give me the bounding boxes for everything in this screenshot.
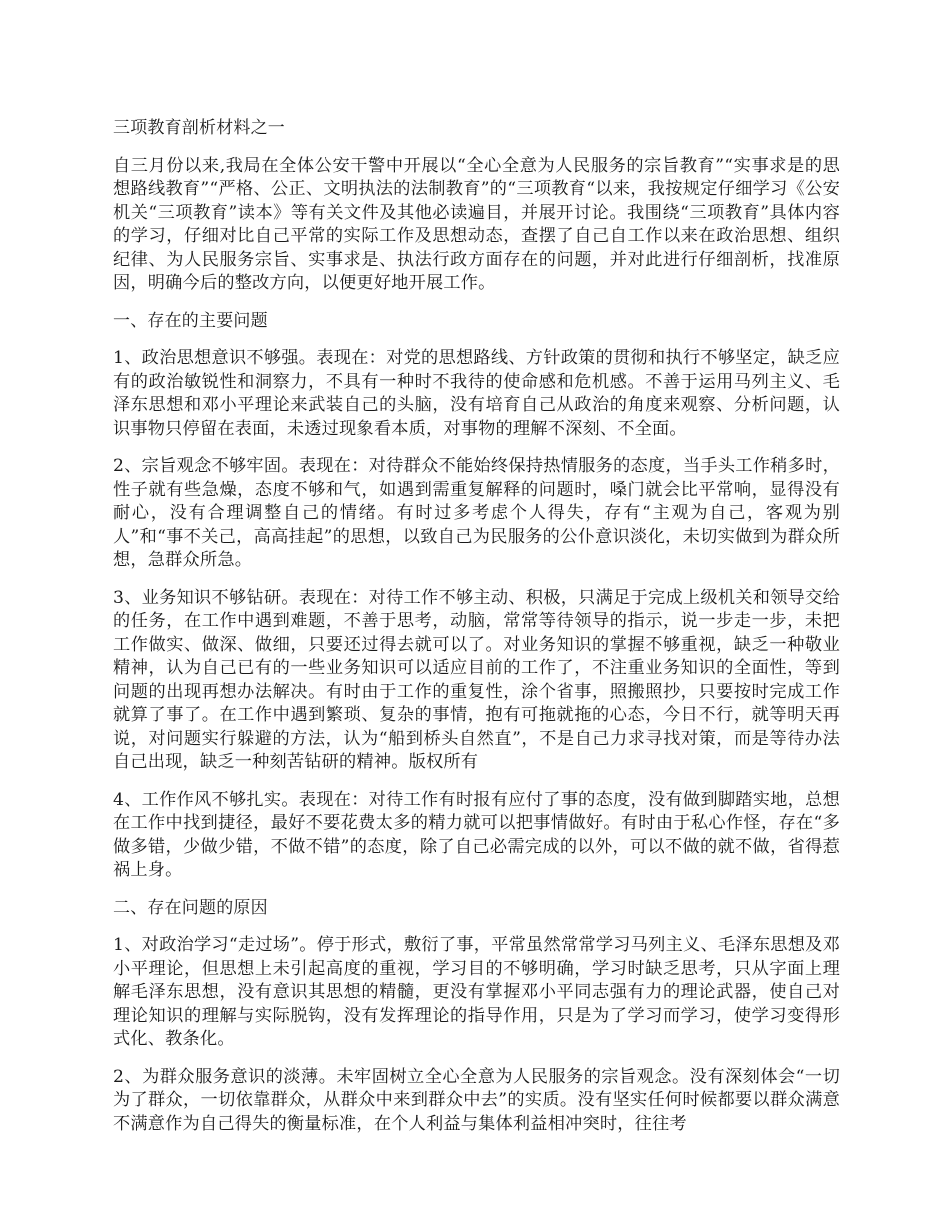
document-page — [113, 117, 840, 1150]
section-1-item-1: 1、政治思想意识不够强。表现在：对党的思想路线、方针政策的贯彻和执行不够坚定，缺乏应有的政治敏锐性和洞察力，不具有一种时不我待的使命感和危机感。不善于运用马列主义、毛泽东思想和邓小平理论来武装自己的头脑，没有培育自己从政治的角度来观察、分析问题，认识事物只停留在表面，未透过现象看本质，对事物的理解不深刻、不全面。 — [113, 348, 840, 439]
section-1-item-2: 2、宗旨观念不够牢固。表现在：对待群众不能始终保持热情服务的态度，当手头工作稍多时，性子就有些急燥，态度不够和气，如遇到需重复解释的问题时，嗓门就会比平常响，显得没有耐心，没有合理调整自己的情绪。有时过多考虑个人得失，存有“主观为自己，客观为别人”和“事不关己，高高挂起”的思想，以致自己为民服务的公仆意识淡化，未切实做到为群众所想，急群众所急。 — [113, 456, 840, 570]
section-2-item-2: 2、为群众服务意识的淡薄。未牢固树立全心全意为人民服务的宗旨观念。没有深刻体会“一切为了群众，一切依靠群众，从群众中来到群众中去”的实质。没有坚实任何时候都要以群众满意不满意作为自己得失的衡量标准，在个人利益与集体利益相冲突时，往往考 — [113, 1066, 840, 1134]
document-title: 三项教育剖析材料之一 — [113, 118, 285, 138]
section-2-item-1: 1、对政治学习“走过场”。停于形式，敷衍了事，平常虽然常常学习马列主义、毛泽东思想及邓小平理论，但思想上未引起高度的重视，学习目的不够明确，学习时缺乏思考，只从字面上理解毛泽东思想，没有意识其思想的精髓，更没有掌握邓小平同志强有力的理论武器，使自己对理论知识的理解与实际脱钩，没有发挥理论的指导作用，只是为了学习而学习，使学习变得形式化、教条化。 — [113, 935, 840, 1049]
intro-paragraph: 自三月份以来,我局在全体公安干警中开展以“全心全意为人民服务的宗旨教育”“实事求是的思想路线教育”“严格、公正、文明执法的法制教育”的“三项教育“以来，我按规定仔细学习《公安机关“三项教育”读本》等有关文件及其他必读遍目，并展开讨论。我围绕“三项教育”具体内容的学习，仔细对比自己平常的实际工作及思想动态，查摆了自己自工作以来在政治思想、组织纪律、为人民服务宗旨、实事求是、执法行政方面存在的问题，并对此进行仔细剖析，找准原因，明确今后的整改方向，以便更好地开展工作。 — [113, 155, 840, 293]
section-1-heading: 一、存在的主要问题 — [113, 310, 268, 331]
section-1-item-4: 4、工作作风不够扎实。表现在：对待工作有时报有应付了事的态度，没有做到脚踏实地，总想在工作中找到捷径，最好不要花费太多的精力就可以把事情做好。有时由于私心作怪，存在“多做多错，少做少错，不做不错”的态度，除了自己必需完成的以外，可以不做的就不做，省得惹祸上身。 — [113, 789, 840, 880]
section-2-heading: 二、存在问题的原因 — [113, 897, 268, 918]
section-1-item-3: 3、业务知识不够钻研。表现在：对待工作不够主动、积极，只满足于完成上级机关和领导交给的任务，在工作中遇到难题，不善于思考，动脑，常常等待领导的指示，说一步走一步，未把工作做实、做深、做细，只要还过得去就可以了。对业务知识的掌握不够重视，缺乏一种敬业精神，认为自己已有的一些业务知识可以适应目前的工作了，不注重业务知识的全面性，等到问题的出现再想办法解决。有时由于工作的重复性，涂个省事，照搬照抄，只要按时完成工作就算了事了。在工作中遇到繁琐、复杂的事情，抱有可拖就拖的心态，今日不行，就等明天再说，对问题实行躲避的方法，认为“船到桥头自然直”，不是自己力求寻找对策，而是等待办法自己出现，缺乏一种刻苦钻研的精神。版权所有 — [113, 587, 840, 772]
